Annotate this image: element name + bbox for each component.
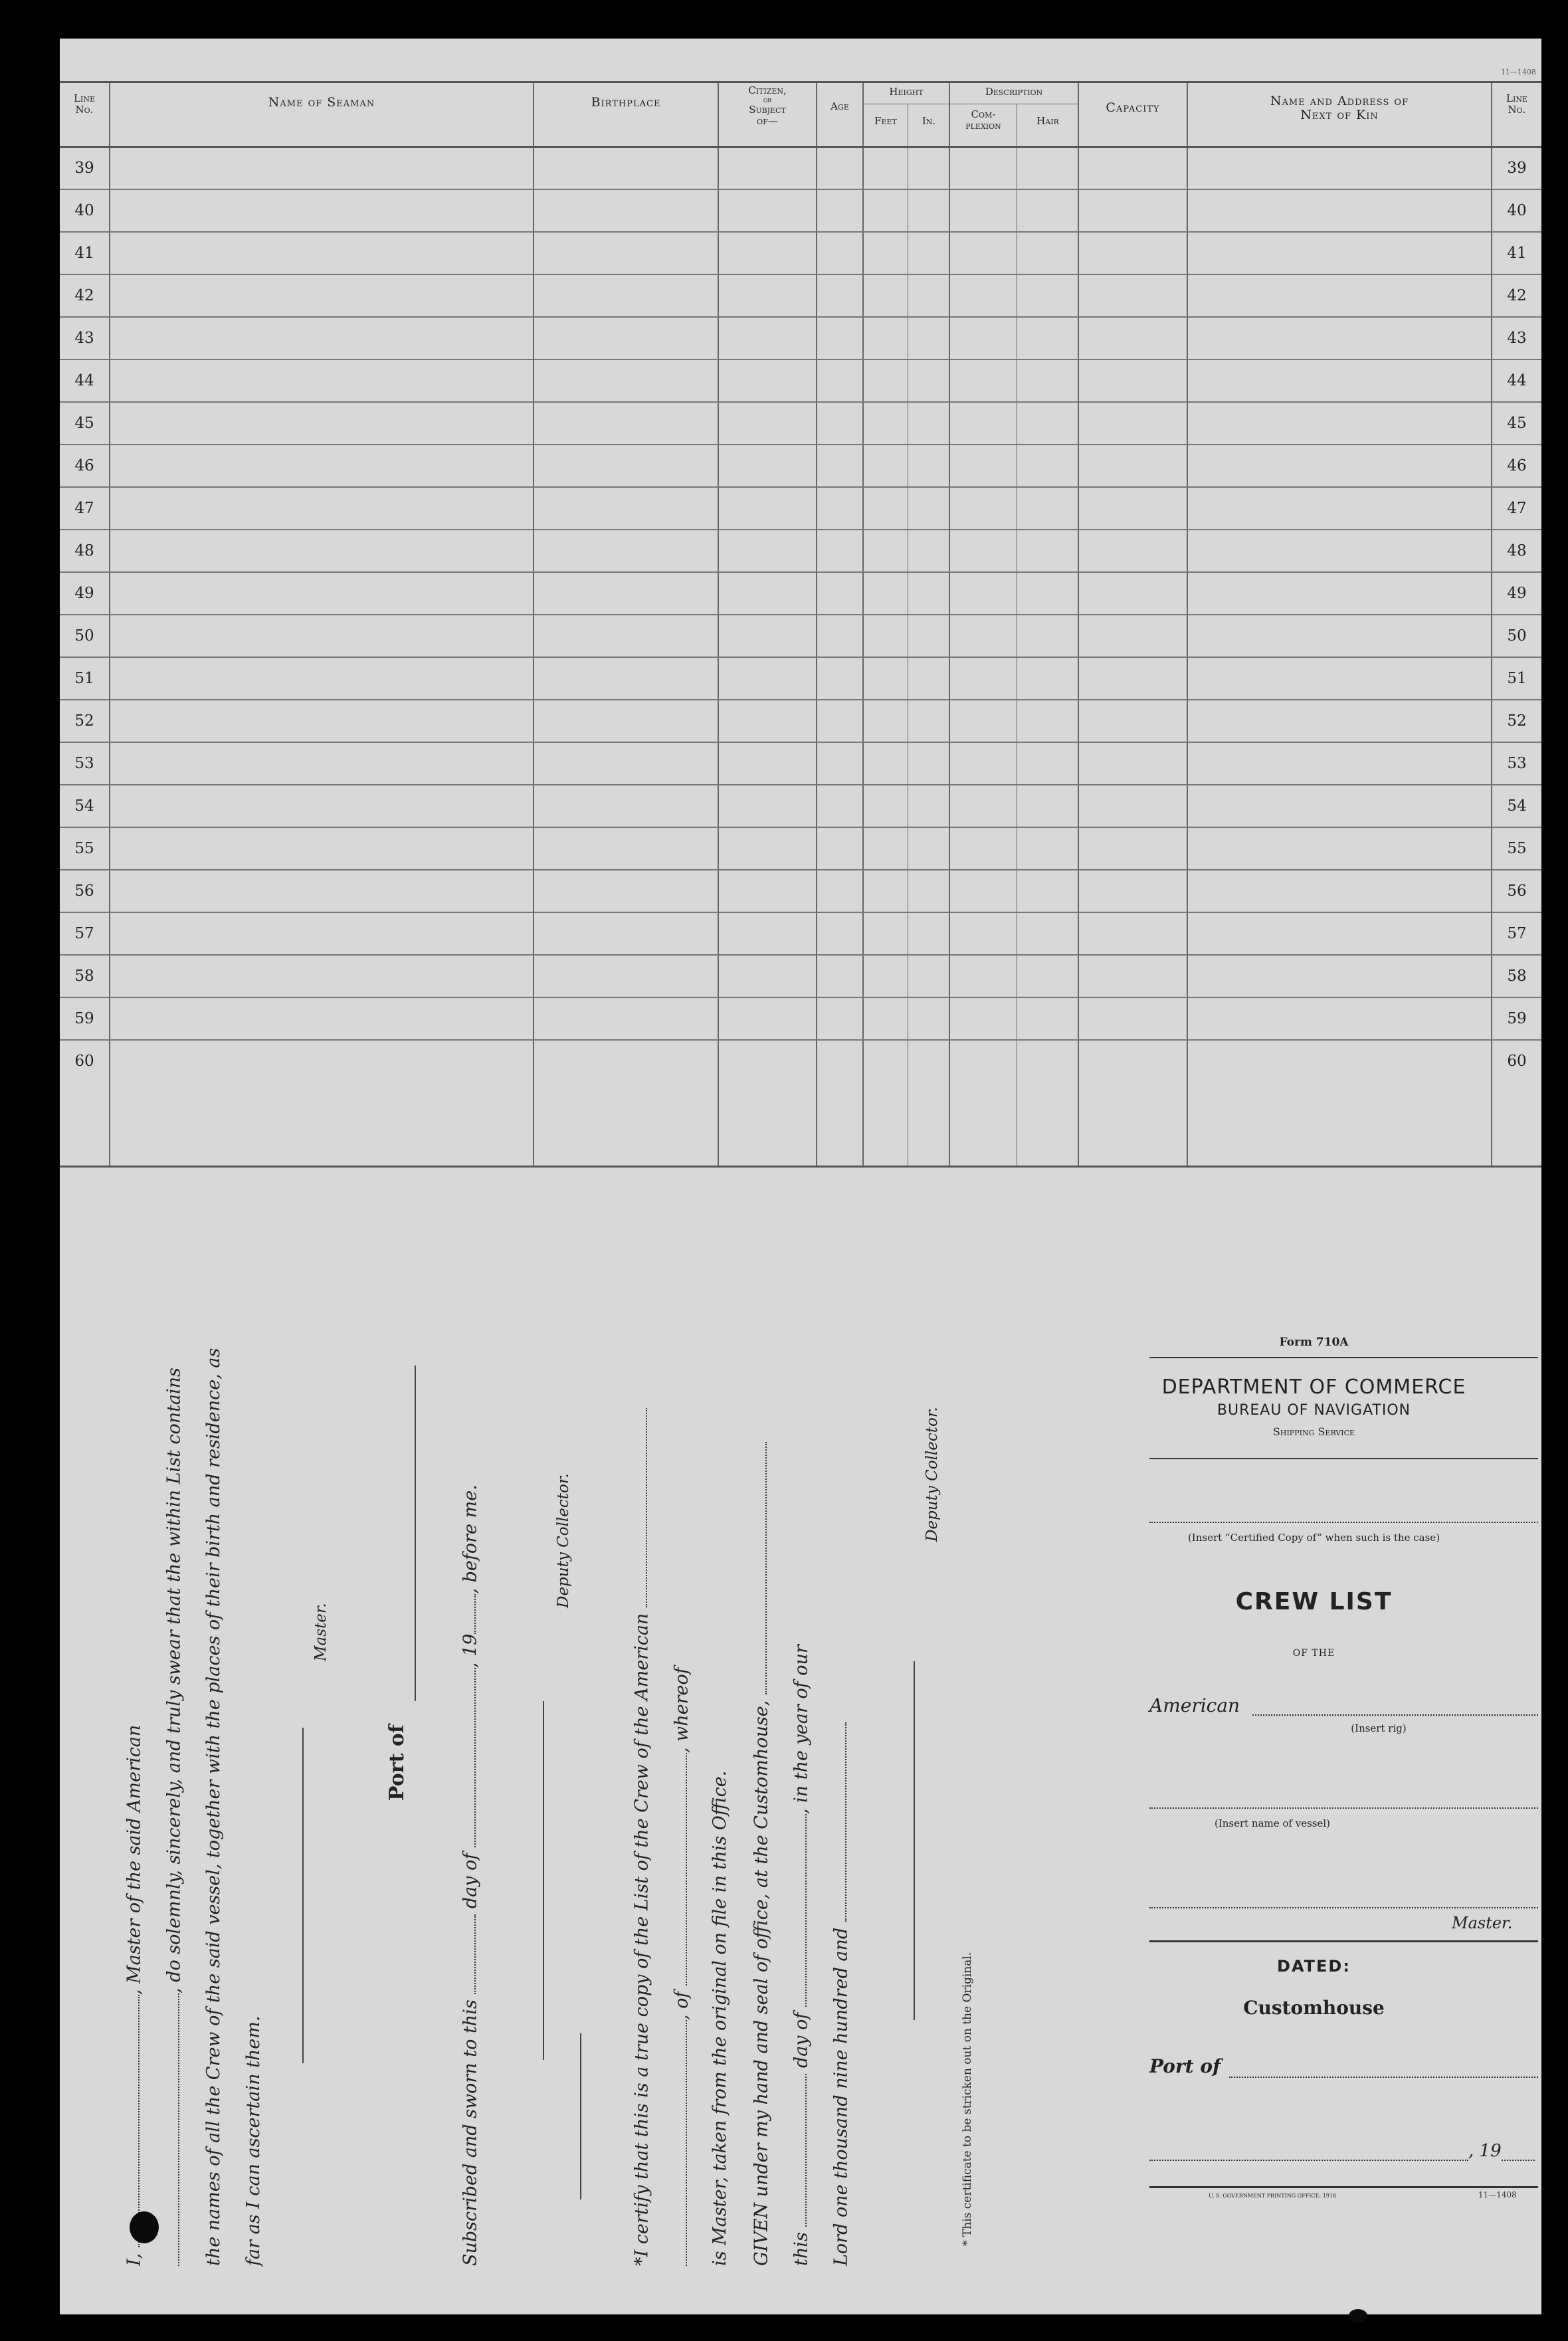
line-number-right: 56 (1507, 882, 1527, 900)
line-number-left: 51 (74, 670, 94, 687)
certificate-footnote: * This certificate to be stricken out on the Original. (961, 1952, 974, 2246)
of-the-label: OF THE (1292, 1648, 1335, 1659)
line-number-left: 55 (74, 840, 94, 857)
dated-label: DATED: (1277, 1957, 1351, 1976)
header-description: Description (985, 86, 1043, 98)
bureau-title: BUREAU OF NAVIGATION (1217, 1402, 1411, 1419)
line-number-right: 57 (1507, 925, 1527, 942)
cert-year-blank[interactable] (829, 1722, 846, 1922)
certificate-line-3: is Master, taken from the original on file in this Office. (710, 1770, 730, 2266)
line-number-right: 48 (1507, 542, 1527, 560)
oath-line-4: far as I can ascertain them. (243, 2015, 264, 2266)
line-number-right: 43 (1507, 330, 1527, 347)
certificate-line-2: , of , whereof (670, 1667, 692, 2266)
row-rule (60, 954, 1541, 956)
line-number-left: 45 (74, 415, 94, 432)
line-number-left: 58 (74, 967, 94, 985)
header-height-feet: Feet (874, 115, 897, 127)
port-of-label: Port of (385, 1724, 409, 1801)
cover-panel (1086, 1170, 1541, 2314)
oath-and-cover-section (60, 1170, 1541, 2314)
header-complexion: Com- plexion (965, 108, 1001, 132)
master-signature-line[interactable] (302, 1728, 304, 2063)
year-cover-blank[interactable] (1502, 2160, 1535, 2161)
row-rule (60, 657, 1541, 658)
line-number-left: 59 (74, 1010, 94, 1027)
certificate-line-4: GIVEN under my hand and seal of office, at the Customhouse, (749, 1442, 771, 2266)
rig-blank[interactable] (1252, 1714, 1538, 1716)
line-number-right: 54 (1507, 797, 1527, 815)
line-number-left: 54 (74, 797, 94, 815)
form-code-top: 11—1408 (1501, 68, 1536, 76)
header-citizen: Citizen, or Subject of— (748, 84, 787, 127)
line-number-left: 56 (74, 882, 94, 900)
crew-list-form (60, 39, 1541, 2314)
cert-month-blank[interactable] (789, 1814, 807, 2007)
header-hair: Hair (1036, 115, 1059, 127)
cert-day-blank[interactable] (789, 2074, 807, 2227)
line-number-left: 44 (74, 372, 94, 389)
date-cover-blank[interactable] (1149, 2160, 1468, 2161)
certificate-port-blank[interactable] (670, 1753, 687, 1985)
subscribed-line: Subscribed and sworn to this day of , 19, before me. (458, 1484, 480, 2266)
header-next-of-kin: Name and Address of Next of Kin (1270, 94, 1409, 122)
department-title: DEPARTMENT OF COMMERCE (1161, 1375, 1466, 1399)
row-rule (60, 316, 1541, 318)
line-number-right: 59 (1507, 1010, 1527, 1027)
header-name-of-seaman: Name of Seaman (268, 95, 375, 110)
insert-certified-hint: (Insert “Certified Copy of” when such is the case) (1187, 1532, 1440, 1544)
line-number-right: 40 (1507, 202, 1527, 219)
header-line-no: Line No. (74, 92, 95, 116)
certificate-line-6: Lord one thousand nine hundred and (829, 1722, 851, 2266)
ink-blot (130, 2211, 159, 2243)
form-number: Form 710A (1279, 1336, 1349, 1349)
line-number-right: 58 (1507, 967, 1527, 985)
line-number-left: 50 (74, 627, 94, 645)
subscribed-day-blank[interactable] (458, 1914, 476, 1994)
line-number-left: 52 (74, 712, 94, 730)
printing-office: U. S. GOVERNMENT PRINTING OFFICE: 1918 (1208, 2193, 1337, 2199)
section-divider (580, 2033, 581, 2199)
header-birthplace: Birthplace (591, 95, 661, 110)
line-number-left: 60 (74, 1053, 94, 1070)
row-rule (60, 571, 1541, 573)
line-number-left: 47 (74, 500, 94, 517)
insert-rig-hint: (Insert rig) (1351, 1722, 1407, 1734)
row-rule (60, 912, 1541, 913)
line-number-left: 48 (74, 542, 94, 560)
line-number-left: 46 (74, 457, 94, 474)
port-of-cover-label: Port of (1149, 2055, 1221, 2077)
line-number-left: 43 (74, 330, 94, 347)
line-number-right: 50 (1507, 627, 1527, 645)
header-bottom-rule (60, 146, 1541, 148)
ink-blot-small (1349, 2309, 1367, 2322)
line-number-left: 49 (74, 585, 94, 602)
row-rule (60, 189, 1541, 190)
row-rule (60, 742, 1541, 743)
line-number-right: 51 (1507, 670, 1527, 687)
line-number-right: 60 (1507, 1053, 1527, 1070)
master-name-blank[interactable] (122, 1995, 140, 2247)
row-rule (60, 869, 1541, 870)
line-number-left: 41 (74, 245, 94, 262)
form-code-bottom: 11—1408 (1478, 2190, 1517, 2199)
header-capacity: Capacity (1106, 100, 1160, 115)
master-cover-label: Master. (1452, 1914, 1513, 1932)
crew-table (60, 81, 1541, 1167)
line-number-right: 39 (1507, 159, 1527, 177)
header-height: Height (889, 86, 924, 98)
row-rule (60, 1039, 1541, 1041)
subscribed-month-blank[interactable] (458, 1668, 476, 1847)
subscribed-year-blank[interactable] (458, 1594, 476, 1634)
line-number-right: 47 (1507, 500, 1527, 517)
master-label: Master. (312, 1603, 330, 1661)
header-line-no-right: Line No. (1506, 92, 1527, 116)
certificate-vessel-blank[interactable] (670, 2020, 687, 2266)
oath-line-2: , do solemnly, sincerely, and truly swear that the within List contains (162, 1368, 184, 2266)
row-rule (60, 444, 1541, 445)
customhouse-blank[interactable] (749, 1442, 767, 1694)
deputy-collector-label-2: Deputy Collector. (924, 1407, 941, 1542)
line-number-right: 45 (1507, 415, 1527, 432)
row-rule (60, 486, 1541, 488)
year-cover-label: , 19 (1468, 2141, 1502, 2161)
line-number-left: 40 (74, 202, 94, 219)
line-number-left: 57 (74, 925, 94, 942)
port-cover-blank[interactable] (1229, 2077, 1538, 2078)
american-label: American (1149, 1694, 1240, 1716)
oath-line-1: I, , Master of the said American (122, 1725, 144, 2266)
row-rule (60, 997, 1541, 998)
certified-copy-blank[interactable] (1149, 1522, 1538, 1523)
certificate-line-1: *I certify that this is a true copy of the List of the Crew of the American (630, 1408, 652, 2266)
line-number-right: 55 (1507, 840, 1527, 857)
customhouse-label: Customhouse (1243, 1997, 1385, 2019)
row-rule (60, 231, 1541, 233)
line-number-left: 53 (74, 755, 94, 772)
port-of-line[interactable] (415, 1366, 416, 1701)
insert-name-hint: (Insert name of vessel) (1214, 1817, 1331, 1829)
row-rule (60, 827, 1541, 828)
certificate-line-5: this day of , in the year of our (789, 1645, 811, 2266)
deputy-signature-line-2[interactable] (914, 1661, 915, 2020)
deputy-signature-line-1[interactable] (543, 1701, 544, 2060)
line-number-right: 42 (1507, 287, 1527, 304)
line-number-right: 52 (1507, 712, 1527, 730)
line-number-right: 44 (1507, 372, 1527, 389)
row-rule (60, 274, 1541, 275)
vessel-name-blank[interactable] (162, 1993, 179, 2266)
line-number-right: 41 (1507, 245, 1527, 262)
line-number-left: 39 (74, 159, 94, 177)
row-rule (60, 529, 1541, 530)
header-age: Age (831, 100, 849, 112)
master-name-cover-blank[interactable] (1149, 1907, 1538, 1908)
crew-list-title: CREW LIST (1235, 1588, 1393, 1615)
service-title: Shipping Service (1272, 1425, 1355, 1438)
line-number-right: 53 (1507, 755, 1527, 772)
row-rule (60, 699, 1541, 700)
oath-line-3: the names of all the Crew of the said vessel, together with the places of their birth and residence, as (203, 1348, 224, 2266)
row-rule (60, 401, 1541, 403)
vessel-name-cover-blank[interactable] (1149, 1807, 1538, 1809)
deputy-collector-label-1: Deputy Collector. (555, 1473, 572, 1608)
certificate-rig-blank[interactable] (630, 1408, 647, 1607)
row-rule (60, 359, 1541, 360)
line-number-right: 46 (1507, 457, 1527, 474)
header-height-in: In. (922, 115, 936, 127)
line-number-right: 49 (1507, 585, 1527, 602)
row-rule (60, 614, 1541, 615)
line-number-left: 42 (74, 287, 94, 304)
row-rule (60, 784, 1541, 785)
